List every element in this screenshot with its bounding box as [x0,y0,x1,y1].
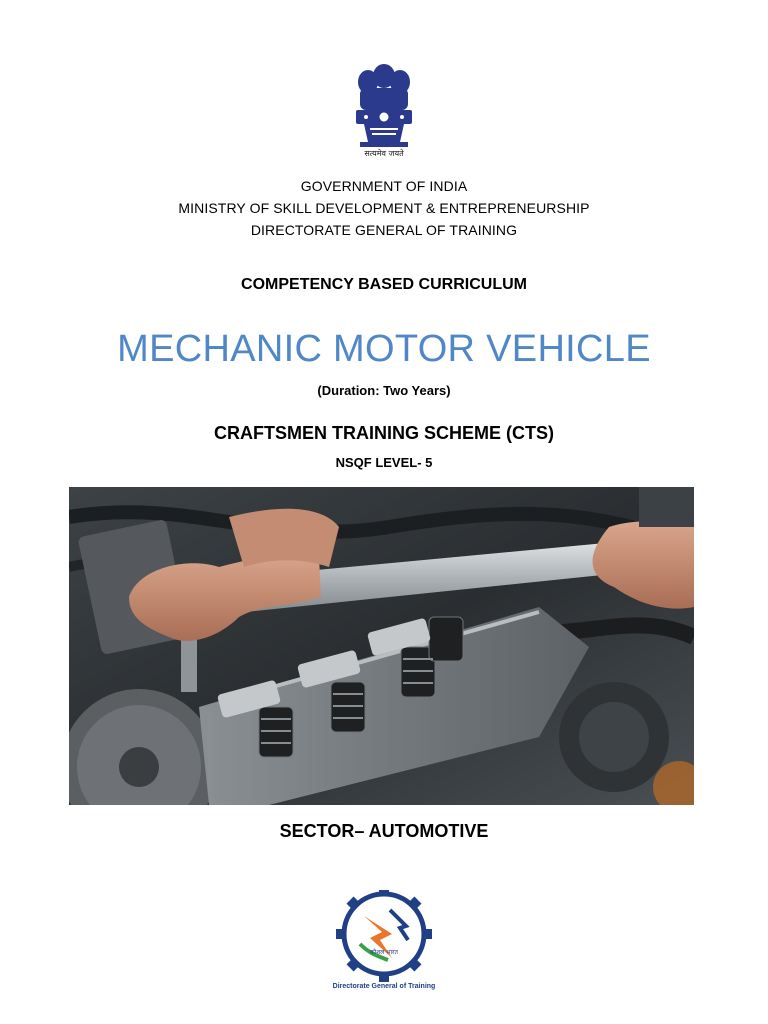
ministry-header [0,175,768,241]
emblem-motto: सत्यमेव जयते [364,149,404,158]
logo-hindi-text: कौशल भारत [370,949,398,956]
sector-label: SECTOR– AUTOMOTIVE [279,821,489,841]
duration-text: (Duration: Two Years) [317,383,451,398]
scheme-title: CRAFTSMEN TRAINING SCHEME (CTS) [214,423,554,443]
dgt-logo-icon [328,890,440,1000]
engine-repair-photo [69,487,694,805]
dgt-caption: Directorate General of Training [332,983,436,990]
directorate-line: DIRECTORATE GENERAL OF TRAINING [250,222,518,238]
curriculum-label: COMPETENCY BASED CURRICULUM [241,276,527,293]
government-line: GOVERNMENT OF INDIA [300,178,468,194]
nsqf-level: NSQF LEVEL- 5 [335,455,433,470]
ministry-line: MINISTRY OF SKILL DEVELOPMENT & ENTREPRENEURSHIP [178,200,590,216]
document-title: MECHANIC MOTOR VEHICLE [117,328,651,370]
national-emblem-icon [346,62,422,162]
